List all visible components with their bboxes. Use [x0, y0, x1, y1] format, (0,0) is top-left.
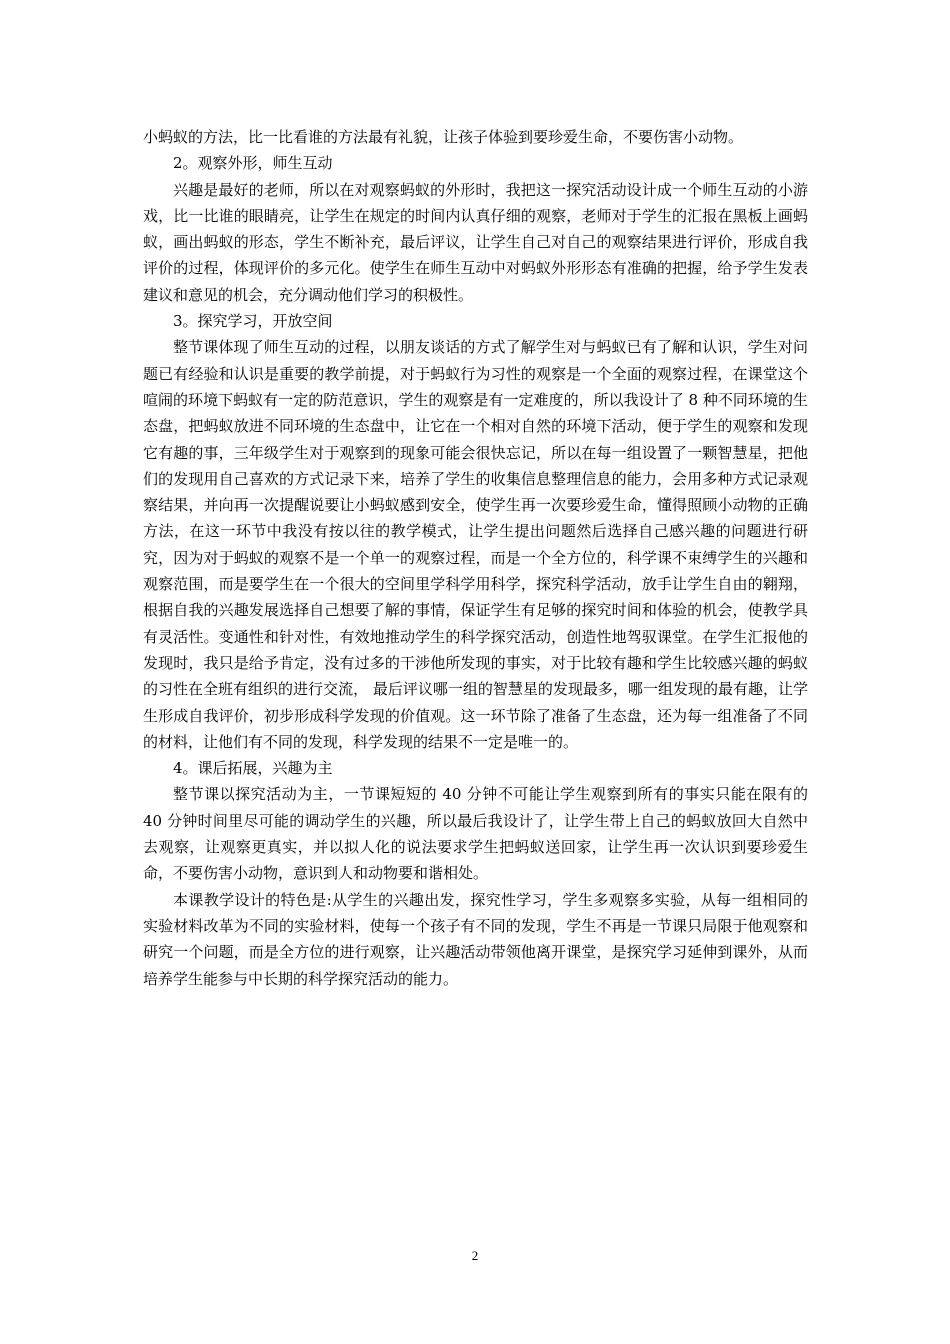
paragraph-observe-shape: 兴趣是最好的老师，所以在对观察蚂蚁的外形时，我把这一探究活动设计成一个师生互动的小游戏，比一比谁的眼睛亮，让学生在规定的时间内认真仔细的观察，老师对于学生的汇报在黑板上画蚂蚁，画出蚂蚁的形态，学生不断补充，最后评议，让学生自己对自己的观察结果进行评价，形成自我评价的过程，体现评价的多元化。使学生在师生互动中对蚂蚁外形形态有准确的把握，给予学生发表建议和意见的机会，充分调动他们学习的积极性。	[143, 180, 808, 304]
paragraph-after-class: 整节课以探究活动为主，一节课短短的 40 分钟不可能让学生观察到所有的事实只能在限有的 40 分钟时间里尽可能的调动学生的兴趣，所以最后我设计了，让学生带上自己的蚂蚁放回大自然中去观察，让观察更真实，并以拟人化的说法要求学生把蚂蚁送回家，让学生再一次认识到要珍爱生命，不要伤害小动物，意识到人和动物要和谐相处。	[143, 785, 808, 883]
paragraph-continuation: 小蚂蚁的方法，比一比看谁的方法最有礼貌，让孩子体验到要珍爱生命，不要伤害小动物。	[143, 128, 744, 146]
section-heading-2: 2。观察外形，师生互动	[173, 154, 333, 173]
page-number: 2	[471, 1248, 479, 1263]
paragraph-features: 本课教学设计的特色是:从学生的兴趣出发，探究性学习，学生多观察多实验，从每一组相同的实验材料改革为不同的实验材料，使每一个孩子有不同的发现，学生不再是一节课只局限于他观察和研究一个问题，而是全方位的进行观察，让兴趣活动带领他离开课堂，是探究学习延伸到课外，从而培养学生能参与中长期的科学探究活动的能力。	[143, 890, 808, 988]
paragraph-inquiry-learning: 整节课体现了师生互动的过程，以朋友谈话的方式了解学生对与蚂蚁已有了解和认识，学生对问题已有经验和认识是重要的教学前提，对于蚂蚁行为习性的观察是一个全面的观察过程，在课堂这个喧闹的环境下蚂蚁有一定的防范意识，学生的观察是有一定难度的，所以我设计了 8 种不同环境的生态盘，把蚂蚁放进不同环境的生态盘中，让它在一个相对自然的环境下活动，便于学生的观察和发现它有趣的事，三年级学生对于观察到的现象可能会很快忘记，所以在每一组设置了一颗智慧星，把他们的发现用自己喜欢的方式记录下来，培养了学生的收集信息整理信息的能力，会用多种方式记录观察结果，并向再一次提醒说要让小蚂蚁感到安全，使学生再一次要珍爱生命，懂得照顾小动物的正确方法，在这一环节中我没有按以往的教学模式，让学生提出问题然后选择自己感兴趣的问题进行研究，因为对于蚂蚁的观察不是一个单一的观察过程，而是一个全方位的，科学课不束缚学生的兴趣和观察范围，而是要学生在一个很大的空间里学科学用科学，探究科学活动，放手让学生自由的翱翔，根据自我的兴趣发展选择自己想要了解的事情，保证学生有足够的探究时间和体验的机会，使教学具有灵活性。变通性和针对性，有效地推动学生的科学探究活动，创造性地驾驭课堂。在学生汇报他的发现时，我只是给予肯定，没有过多的干涉他所发现的事实，对于比较有趣和学生比较感兴趣的蚂蚁的习性在全班有组织的进行交流， 最后评议哪一组的智慧星的发现最多，哪一组发现的最有趣，让学生形成自我评价，初步形成科学发现的价值观。这一环节除了准备了生态盘，还为每一组准备了不同的材料，让他们有不同的发现，科学发现的结果不一定是唯一的。	[143, 338, 808, 751]
section-heading-4: 4。课后拓展，兴趣为主	[173, 759, 333, 778]
section-heading-3: 3。探究学习，开放空间	[173, 312, 333, 331]
body-text	[143, 124, 808, 992]
